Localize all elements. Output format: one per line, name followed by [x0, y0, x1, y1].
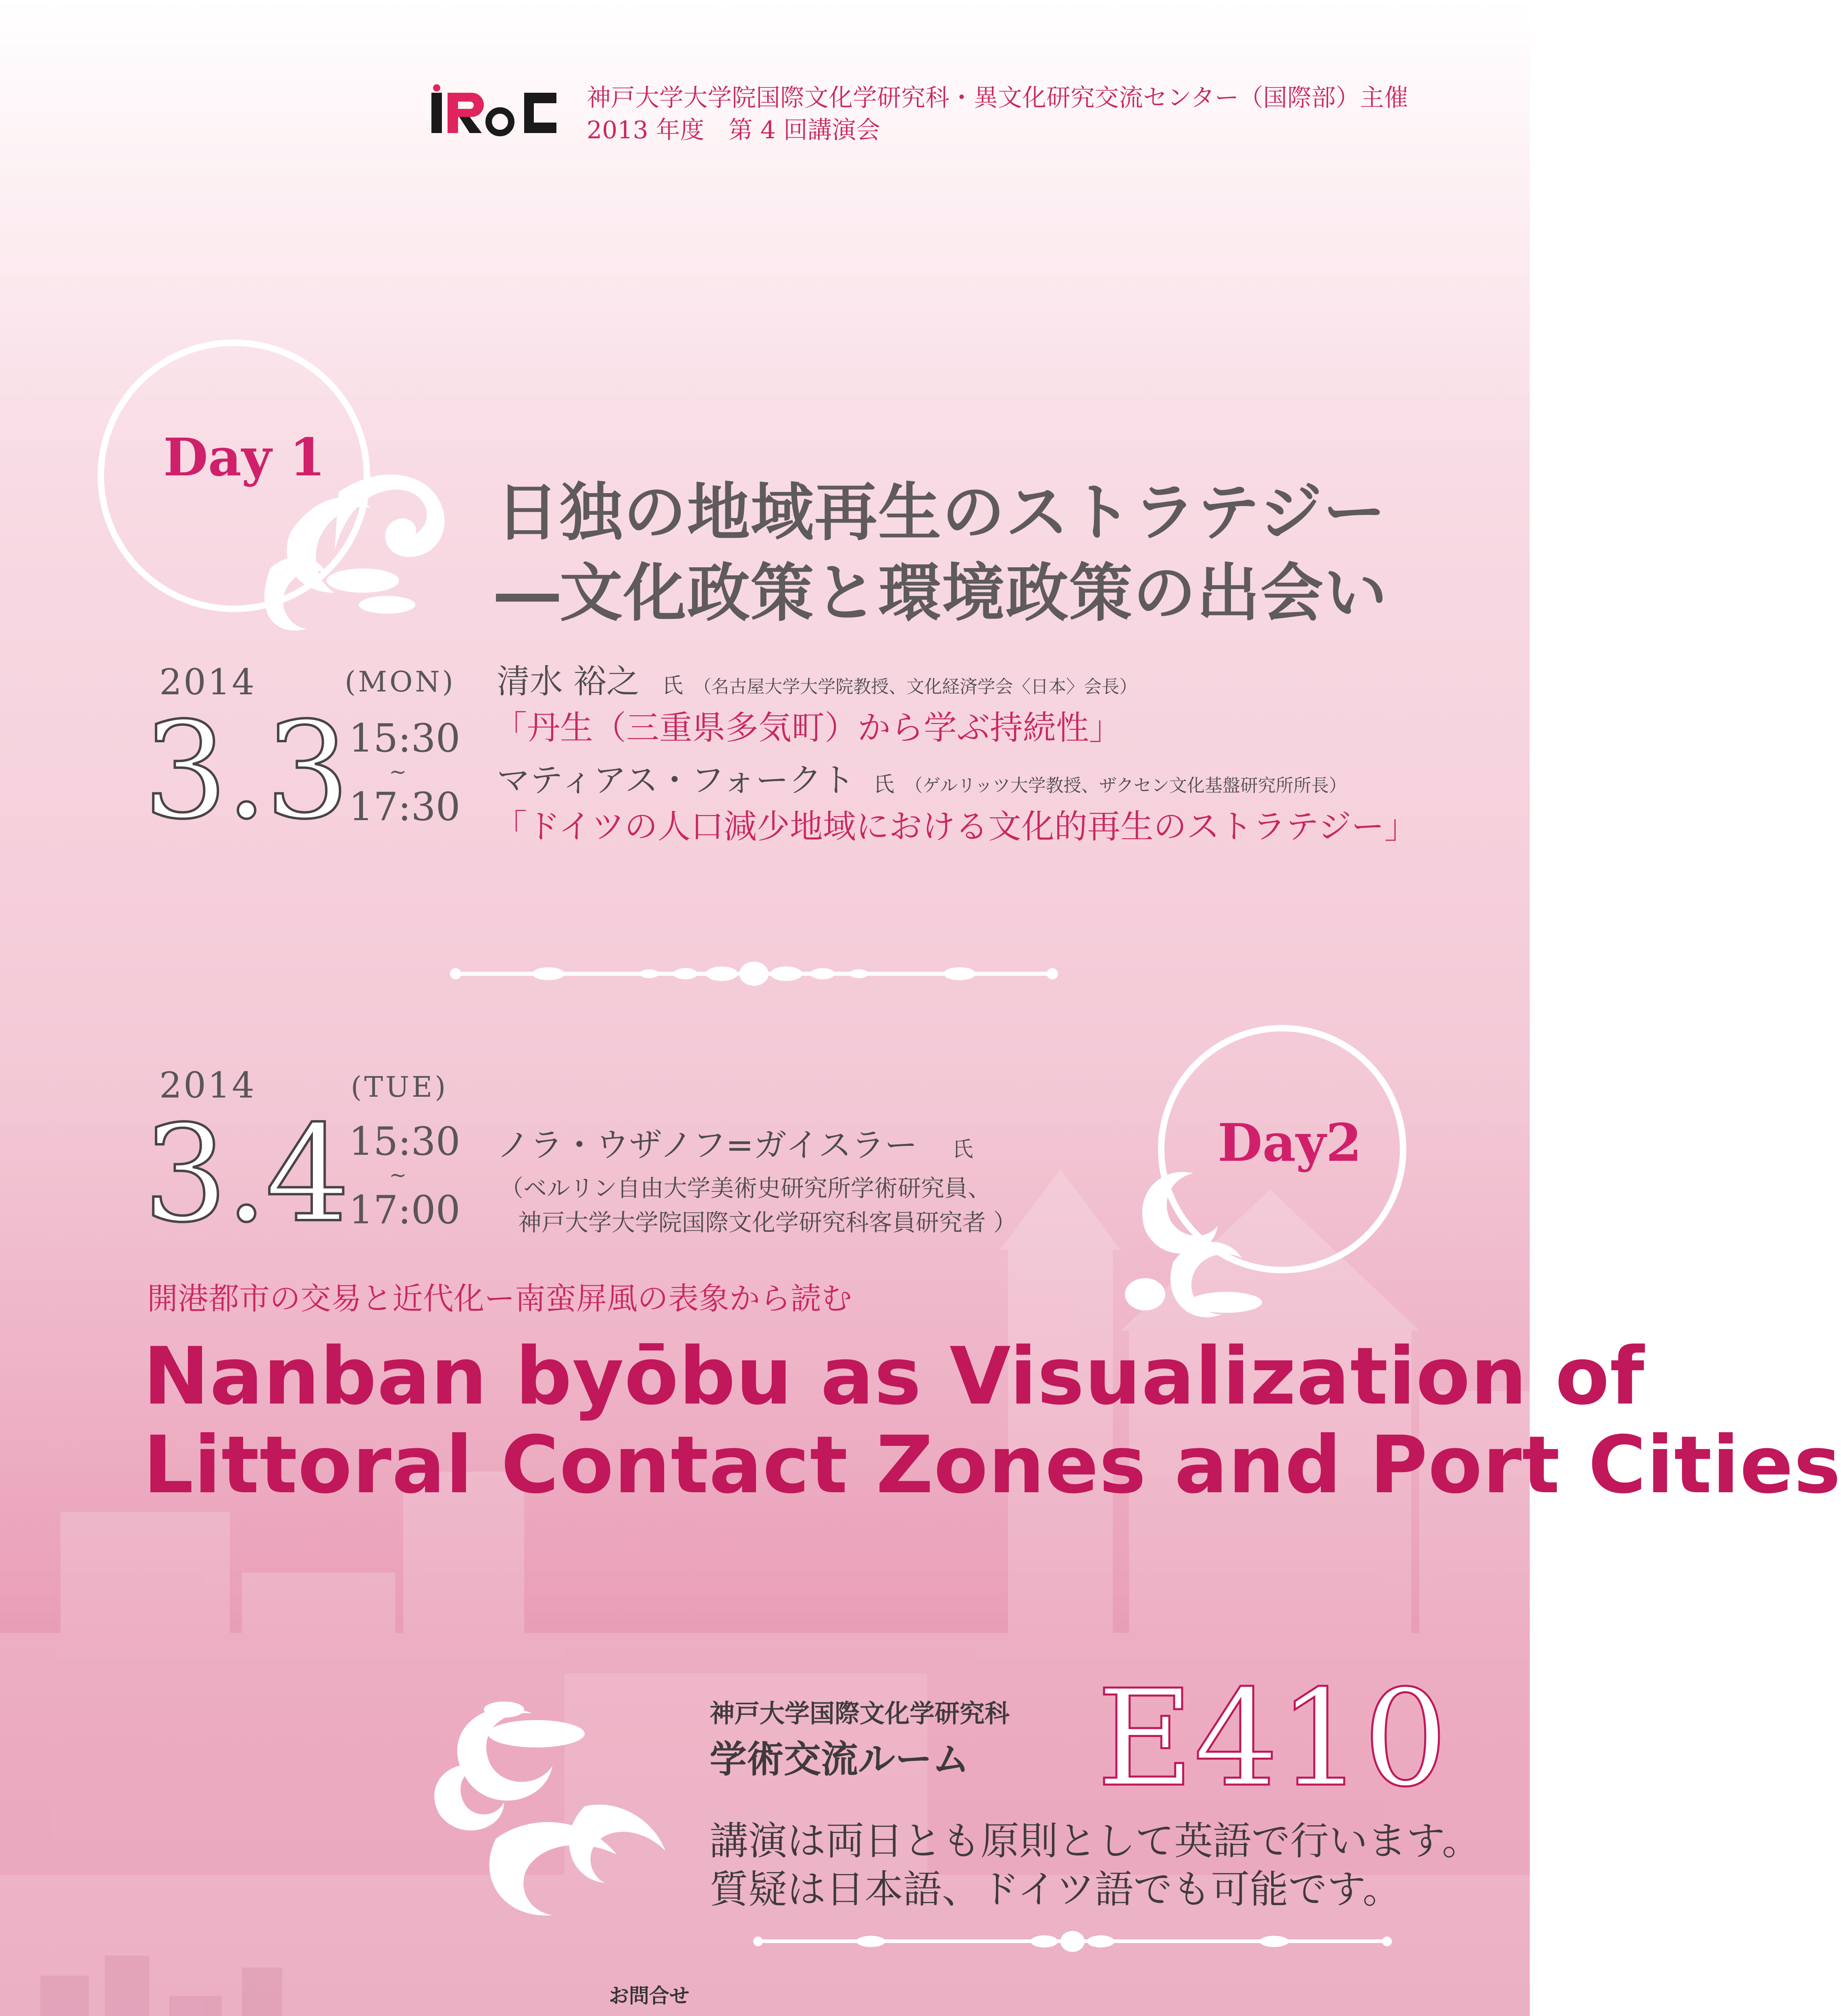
day1-date: 3.3	[143, 694, 348, 848]
speaker2-name	[497, 754, 1347, 801]
day1-title-line1: 日独の地域再生のストラテジー	[496, 476, 1387, 549]
organizer-text: 神戸大学大学院国際文化学研究科・異文化研究交流センター（国際部）主催	[587, 84, 1408, 112]
speaker3-name-text: ノラ・ウザノフ=ガイスラー	[497, 1126, 918, 1164]
series-text: 2013 年度 第 4 回講演会	[587, 116, 881, 144]
day1-time-end: 17:30	[349, 784, 460, 829]
day2-circle-ornament	[1121, 1020, 1443, 1327]
speaker2-talk: 「ドイツの人口減少地域における文化的再生のストラテジー」	[494, 808, 1418, 846]
venue-room-name: 学術交流ルーム	[710, 1738, 970, 1781]
venue-room-number: E410	[1097, 1661, 1448, 1816]
speaker3-honorific: 氏	[952, 1137, 973, 1162]
day1-time-start: 15:30	[349, 716, 460, 761]
speaker1-affiliation: （名古屋大学大学院教授、文化経済学会〈日本〉会長）	[693, 677, 1137, 697]
speaker1-name	[497, 655, 1137, 702]
speaker1-name-text: 清水 裕之	[497, 662, 640, 701]
day1-title-line2: ―文化政策と環境政策の出会い	[496, 556, 1388, 630]
day1-time-separator: ~	[389, 760, 407, 784]
irec-logo	[431, 85, 560, 137]
day2-title-en-line1: Nanban byōbu as Visualization of	[143, 1331, 1645, 1422]
day1-year: 2014	[159, 661, 256, 703]
speaker3-name	[497, 1119, 973, 1166]
speaker1-honorific: 氏	[662, 674, 683, 698]
venue-ornament	[415, 1685, 698, 1903]
speaker2-name-text: マティアス・フォークト	[497, 761, 855, 800]
day2-time-separator: ~	[389, 1163, 407, 1187]
day2-time-end: 17:00	[349, 1187, 460, 1233]
day2-label: Day2	[1218, 1113, 1362, 1173]
bottom-divider-ornament	[750, 1927, 1395, 1956]
divider-ornament	[448, 956, 1060, 992]
contact-heading: お問合せ	[609, 1984, 689, 2008]
day2-year: 2014	[159, 1064, 256, 1106]
day2-date: 3.4	[143, 1097, 348, 1252]
speaker3-affiliation-line2: 神戸大学大学院国際文化学研究科客員研究者 ）	[518, 1209, 1017, 1236]
day1-weekday: (MON)	[345, 665, 456, 698]
venue-faculty: 神戸大学国際文化学研究科	[710, 1699, 1010, 1728]
speaker1-talk: 「丹生（三重県多気町）から学ぶ持続性」	[494, 709, 1123, 747]
note-language-line2: 質疑は日本語、ドイツ語でも可能です。	[710, 1867, 1402, 1912]
day1-label: Day 1	[163, 427, 325, 488]
day2-weekday: (TUE)	[351, 1070, 448, 1104]
speaker2-affiliation: （ゲルリッツ大学教授、ザクセン文化基盤研究所所長）	[905, 775, 1347, 796]
day2-time-start: 15:30	[349, 1119, 460, 1164]
speaker2-honorific: 氏	[873, 773, 895, 797]
day2-subtitle-jp: 開港都市の交易と近代化ー南蛮屏風の表象から読む	[147, 1281, 852, 1316]
speaker3-affiliation-line1: （ベルリン自由大学美術史研究所学術研究員、	[500, 1175, 991, 1202]
contact-person1	[609, 2012, 1166, 2016]
day2-title-en-line2: Littoral Contact Zones and Port Cities	[143, 1419, 1841, 1511]
note-language-line1: 講演は両日とも原則として英語で行います。	[710, 1818, 1481, 1864]
